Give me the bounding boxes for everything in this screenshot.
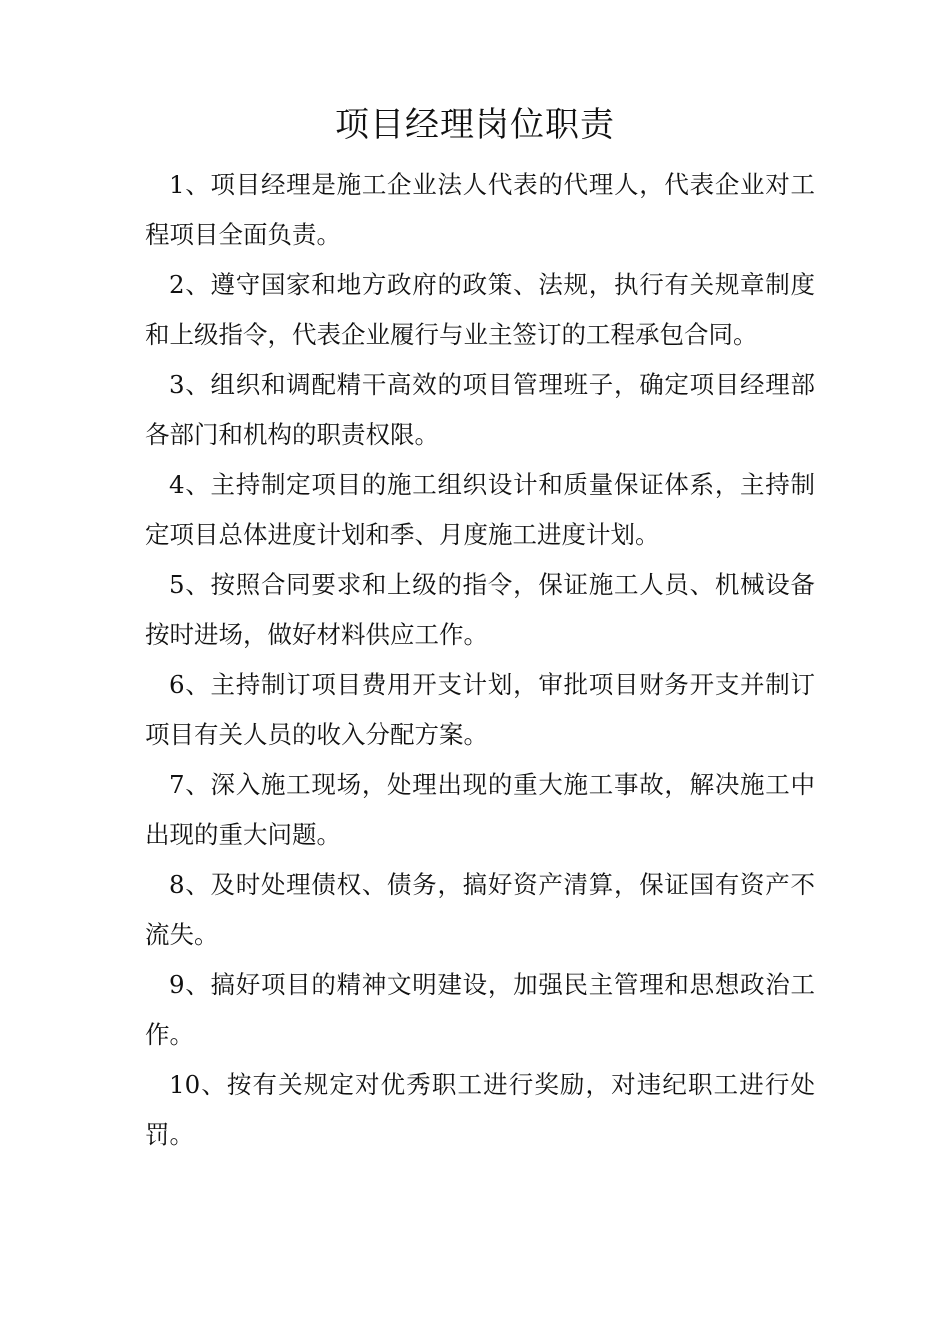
duty-item: 5、按照合同要求和上级的指令，保证施工人员、机械设备按时进场，做好材料供应工作。 [145,570,815,649]
duty-item: 6、主持制订项目费用开支计划，审批项目财务开支并制订项目有关人员的收入分配方案。 [145,670,815,749]
duty-item: 4、主持制定项目的施工组织设计和质量保证体系，主持制定项目总体进度计划和季、月度施工进度计划。 [145,470,815,549]
duty-item: 8、及时处理债权、债务，搞好资产清算，保证国有资产不流失。 [145,870,815,949]
duty-item: 10、按有关规定对优秀职工进行奖励，对违纪职工进行处罚。 [145,1070,815,1149]
duty-item: 9、搞好项目的精神文明建设，加强民主管理和思想政治工作。 [145,970,815,1049]
duty-item: 1、项目经理是施工企业法人代表的代理人，代表企业对工程项目全面负责。 [145,170,815,249]
duty-item: 3、组织和调配精干高效的项目管理班子，确定项目经理部各部门和机构的职责权限。 [145,370,815,449]
duty-item: 7、深入施工现场，处理出现的重大施工事故，解决施工中出现的重大问题。 [145,770,815,849]
document-title: 项目经理岗位职责 [335,105,615,145]
duty-list [145,160,815,1160]
duty-item: 2、遵守国家和地方政府的政策、法规，执行有关规章制度和上级指令，代表企业履行与业主签订的工程承包合同。 [145,270,815,349]
